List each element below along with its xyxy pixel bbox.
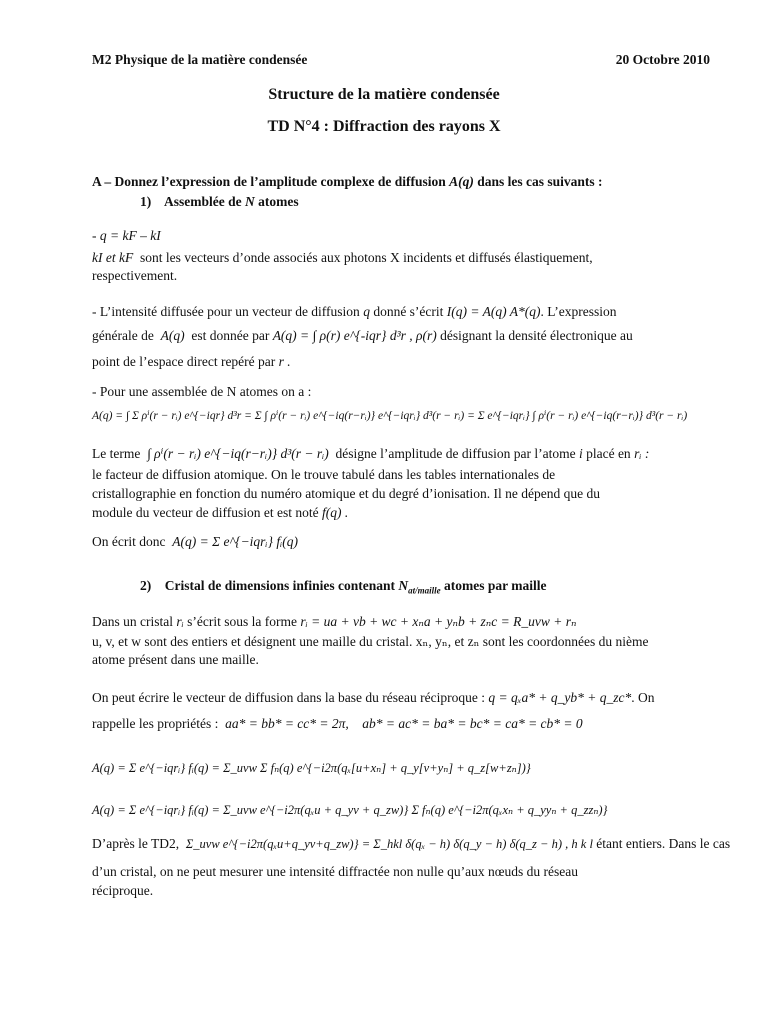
header-course: M2 Physique de la matière condensée — [92, 52, 308, 67]
paragraph-assembly: - Pour une assemblée de N atomes on a : — [92, 384, 312, 399]
paragraph-intensity-line1: - L’intensité diffusée pour un vecteur de diffusion q donné s’écrit I(q) = A(q) A*(q). L’expression — [92, 304, 617, 319]
subsection-2-heading: 2) Cristal de dimensions infinies contenant $N_{at/maille}$ atomes par maille — [140, 578, 547, 596]
paragraph-crystal-line3: atome présent dans une maille. — [92, 652, 259, 667]
equation-amplitude-crystal-1: A(q) = Σ e^{−iqrᵢ} fᵢ(q) = Σ_uvw Σ fₙ(q) e^{−i2π(qₓ[u+xₙ] + q_y[v+yₙ] + q_z[w+zₙ])} — [92, 761, 531, 775]
subsection-1-heading: 1) Assemblée de N atomes — [140, 194, 299, 209]
doc-title: Structure de la matière condensée — [268, 86, 500, 103]
paragraph-crystal-line1: Dans un cristal rᵢ s’écrit sous la forme rᵢ = ua + vb + wc + xₙa + yₙb + zₙc = R_uvw + rₙ — [92, 614, 577, 629]
equation-amplitude-crystal-2: A(q) = Σ e^{−iqrᵢ} fᵢ(q) = Σ_uvw e^{−i2π(qₓu + q_yv + q_zw)} Σ fₙ(q) e^{−i2π(qₓxₙ + q_yyₙ + q_zzₙ)} — [92, 803, 608, 817]
paragraph-reciprocal-line2: rappelle les propriétés : aa* = bb* = cc* = 2π, ab* = ac* = ba* = bc* = ca* = cb* = 0 — [92, 716, 583, 731]
section-a-heading: A – Donnez l’expression de l’amplitude complexe de diffusion A(q) dans les cas suivants : — [92, 174, 603, 189]
paragraph-term-line2: le facteur de diffusion atomique. On le trouve tabulé dans les tables internationales de — [92, 467, 556, 482]
paragraph-wavevectors-line2: respectivement. — [92, 268, 178, 283]
paragraph-crystal-line2: u, v, et w sont des entiers et désignent une maille du cristal. xₙ, yₙ, et zₙ sont les coordonnées du nième — [92, 634, 649, 649]
paragraph-term-line3: cristallographie en fonction du numéro atomique et du degré d’ionisation. Il ne dépend que du — [92, 486, 600, 501]
paragraph-td2-line2: d’un cristal, on ne peut mesurer une intensité diffractée non nulle qu’aux nœuds du réseau — [92, 864, 578, 879]
doc-subtitle: TD N°4 : Diffraction des rayons X — [267, 118, 501, 135]
header-date: 20 Octobre 2010 — [615, 52, 710, 67]
paragraph-reciprocal-line1: On peut écrire le vecteur de diffusion dans la base du réseau réciproque : q = qₓa* + q_yb* + q_zc*. On — [92, 690, 655, 705]
equation-amplitude-sum: A(q) = ∫ Σ ρⁱ(r − rᵢ) e^{−iqr} d³r = Σ ∫ ρⁱ(r − rᵢ) e^{−iq(r−rᵢ)} e^{−iqrᵢ} d³(r − rᵢ) = Σ e^{−iqrᵢ} ∫ ρⁱ(r − rᵢ) e^{−iq(r−rᵢ)} d³(r − rᵢ) — [92, 410, 688, 422]
paragraph-term-line4: module du vecteur de diffusion et est noté f(q) . — [92, 505, 349, 520]
paragraph-intensity-line2: générale de A(q) est donnée par A(q) = ∫ ρ(r) e^{-iqr} d³r , ρ(r) désignant la densité électronique au — [92, 328, 633, 343]
paragraph-on-ecrit: On écrit donc A(q) = Σ e^{−iqrᵢ} fᵢ(q) — [92, 534, 298, 549]
paragraph-term-line1: Le terme ∫ ρⁱ(r − rᵢ) e^{−iq(r−rᵢ)} d³(r − rᵢ) désigne l’amplitude de diffusion par l’atome i placé en rᵢ : — [92, 446, 650, 461]
paragraph-td2-line3: réciproque. — [92, 883, 154, 898]
equation-q: - q = kF – kI — [92, 228, 161, 243]
paragraph-wavevectors: kI et kF sont les vecteurs d’onde associés aux photons X incidents et diffusés élastiquement, — [92, 250, 593, 265]
paragraph-td2-line1: D’après le TD2, Σ_uvw e^{−i2π(qₓu+q_yv+q_zw)} = Σ_hkl δ(qₓ − h) δ(q_y − h) δ(q_z − h) , h k l étant entiers. Dans le cas — [92, 836, 731, 851]
paragraph-intensity-line3: point de l’espace direct repéré par r . — [92, 354, 291, 369]
amplitude-symbol: A(q) — [449, 174, 474, 189]
